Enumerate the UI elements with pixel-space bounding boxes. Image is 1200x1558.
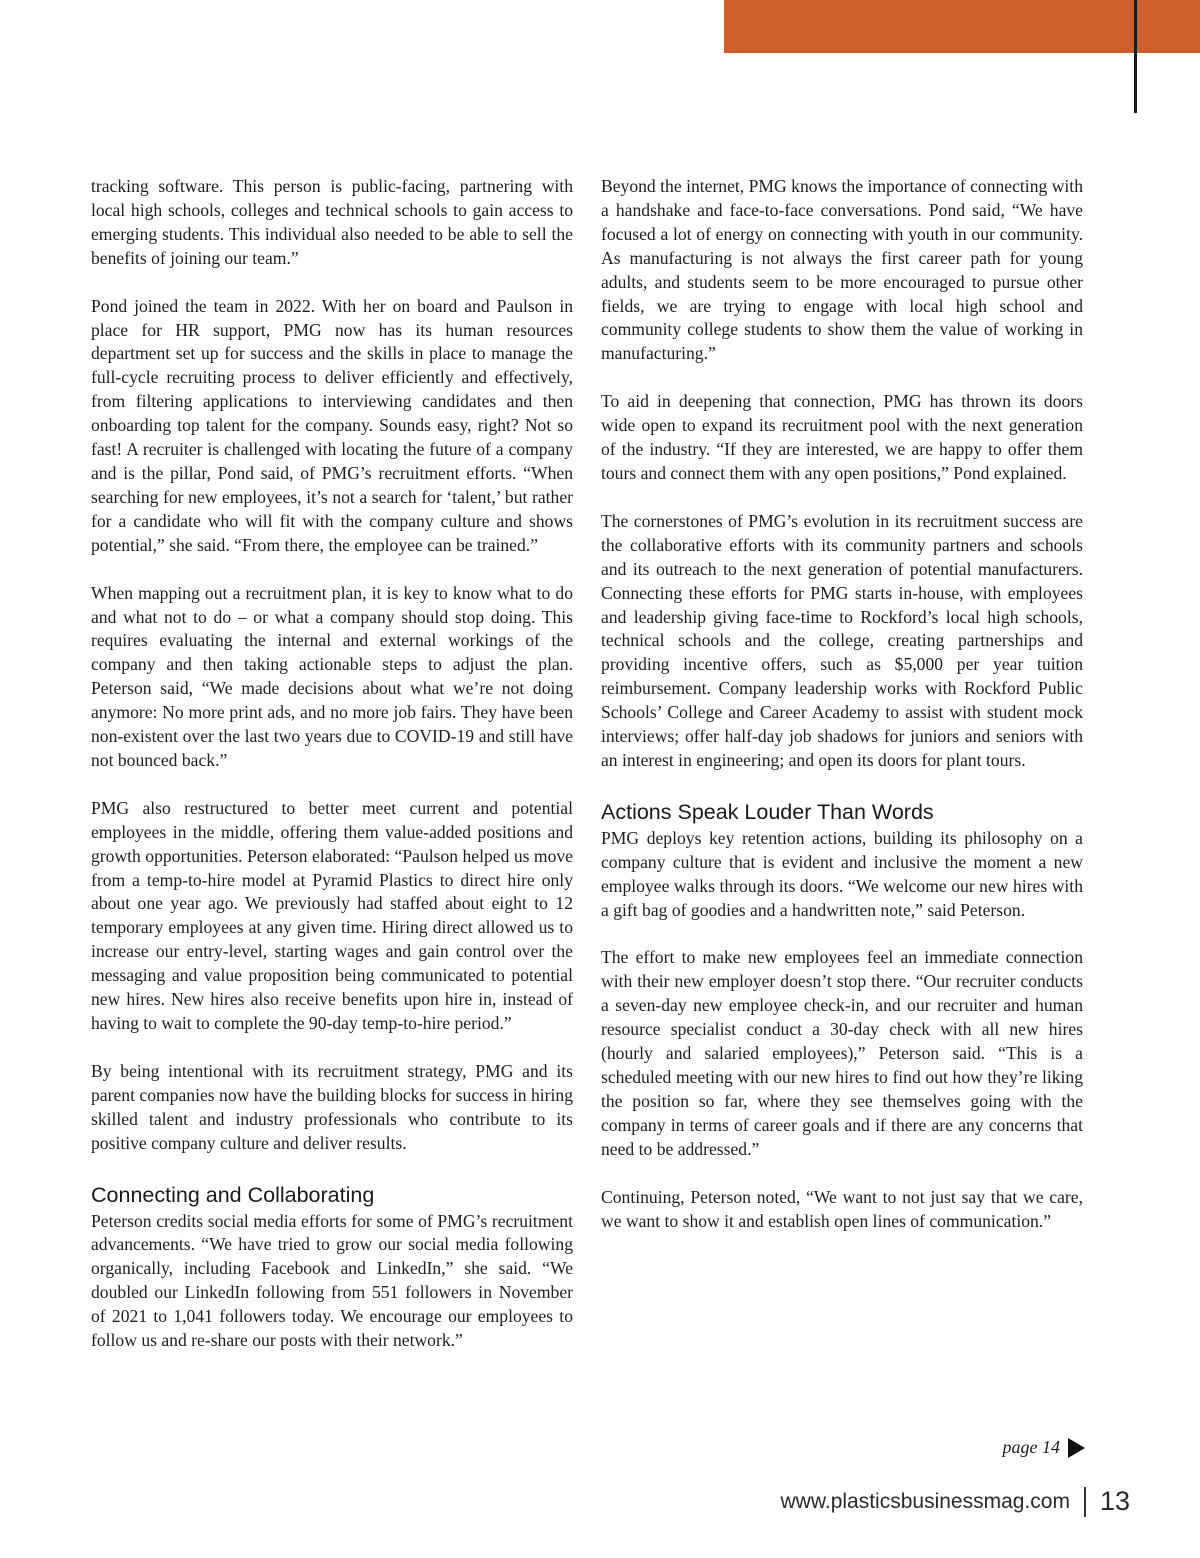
body-paragraph: The effort to make new employees feel an immediate connection with their new employer doesn’t stop there. “Our recruiter conducts a seven-day new employee check-in, and our recruiter and human resource specialist conduct a 30-day check with all new hires (hourly and salaried employees),” Peterson said. “This is a scheduled meeting with our new hires to find out how they’re liking the position so far, where they see themselves going with the company in terms of career goals and if there are any concerns that need to be addressed.” xyxy=(601,947,1083,1159)
left-column xyxy=(91,175,573,1353)
body-paragraph: PMG also restructured to better meet current and potential employees in the middle, offering them value-added positions and growth opportunities. Peterson elaborated: “Paulson helped us move from a temp-to-hire model at Pyramid Plastics to direct hire only about one year ago. We previously had staffed about eight to 12 temporary employees at any given time. Hiring direct allowed us to increase our entry-level, starting wages and gain control over the messaging and value proposition being communicated to potential new hires. New hires also receive benefits upon hire in, instead of having to wait to complete the 90-day temp-to-hire period.” xyxy=(91,797,573,1033)
page-number: 13 xyxy=(1099,1486,1130,1516)
body-paragraph: By being intentional with its recruitment strategy, PMG and its parent companies now have the building blocks for success in hiring skilled talent and industry professionals who contribute to its positive company culture and deliver results. xyxy=(91,1060,573,1153)
header-accent-bar xyxy=(724,0,1200,53)
body-paragraph: Beyond the internet, PMG knows the importance of connecting with a handshake and face-to-face conversations. Pond said, “We have focused a lot of energy on connecting with youth in our community. As manufacturing is not always the first career path for young adults, and students seem to be more encouraged to pursue other fields, we are trying to engage with local high school and community college students to show them the value of working in manufacturing.” xyxy=(601,176,1083,364)
body-paragraph: Pond joined the team in 2022. With her on board and Paulson in place for HR support, PMG now has its human resources department set up for success and the skills in place to manage the full-cycle recruiting process to deliver efficiently and effectively, from filtering applications to interviewing candidates and then onboarding top talent for the company. Sounds easy, right? Not so fast! A recruiter is challenged with locating the future of a company and is the pillar, Pond said, of PMG’s recruitment efforts. “When searching for new employees, it’s not a search for ‘talent,’ but rather for a candidate who will fit with the company culture and shows potential,” she said. “From there, the employee can be trained.” xyxy=(91,295,573,555)
continued-label: page 14 xyxy=(1002,1437,1060,1457)
body-paragraph: Peterson credits social media efforts for some of PMG’s recruitment advancements. “We have tried to grow our social media following organically, including Facebook and LinkedIn,” she said. “We doubled our LinkedIn following from 551 followers in November of 2021 to 1,041 followers today. We encourage our employees to follow us and re-share our posts with their network.” xyxy=(91,1210,573,1351)
footer-url[interactable]: www.plasticsbusinessmag.com xyxy=(780,1489,1070,1513)
arrow-right-icon xyxy=(1068,1438,1085,1458)
page-footer xyxy=(781,1486,1130,1517)
continued-on-page-link[interactable] xyxy=(1003,1437,1086,1458)
body-paragraph: To aid in deepening that connection, PMG has thrown its doors wide open to expand its recruitment pool with the next generation of the industry. “If they are interested, we are happy to offer them tours and connect them with any open positions,” Pond explained. xyxy=(601,391,1083,483)
header-vertical-rule xyxy=(1134,0,1137,113)
footer-divider xyxy=(1084,1487,1086,1517)
body-paragraph: Continuing, Peterson noted, “We want to not just say that we care, we want to show it and establish open lines of communication.” xyxy=(601,1186,1083,1231)
section-heading-connecting: Connecting and Collaborating xyxy=(91,1182,375,1207)
right-column xyxy=(601,175,1083,1233)
body-paragraph: PMG deploys key retention actions, building its philosophy on a company culture that is evident and inclusive the moment a new employee walks through its doors. “We welcome our new hires with a gift bag of goodies and a handwritten note,” said Peterson. xyxy=(601,827,1083,920)
body-paragraph: The cornerstones of PMG’s evolution in its recruitment success are the collaborative efforts with its community partners and schools and its outreach to the next generation of potential manufacturers. Connecting these efforts for PMG starts in-house, with employees and leadership giving face-time to Rockford’s local high schools, technical schools and the college, creating partnerships and providing incentive offers, such as $5,000 per year tuition reimbursement. Company leadership works with Rockford Public Schools’ College and Career Academy to assist with student mock interviews; offer half-day job shadows for juniors and seniors with an interest in engineering; and open its doors for plant tours. xyxy=(601,510,1083,770)
body-paragraph: When mapping out a recruitment plan, it is key to know what to do and what not to do – or what a company should stop doing. This requires evaluating the internal and external workings of the company and then taking actionable steps to adjust the plan. Peterson said, “We made decisions about what we’re not doing anymore: No more print ads, and no more job fairs. They have been non-existent over the last two years due to COVID-19 and still have not bounced back.” xyxy=(91,582,573,770)
section-heading-actions: Actions Speak Louder Than Words xyxy=(601,799,934,824)
body-paragraph: tracking software. This person is public-facing, partnering with local high schools, colleges and technical schools to gain access to emerging students. This individual also needed to be able to sell the benefits of joining our team.” xyxy=(91,176,573,268)
